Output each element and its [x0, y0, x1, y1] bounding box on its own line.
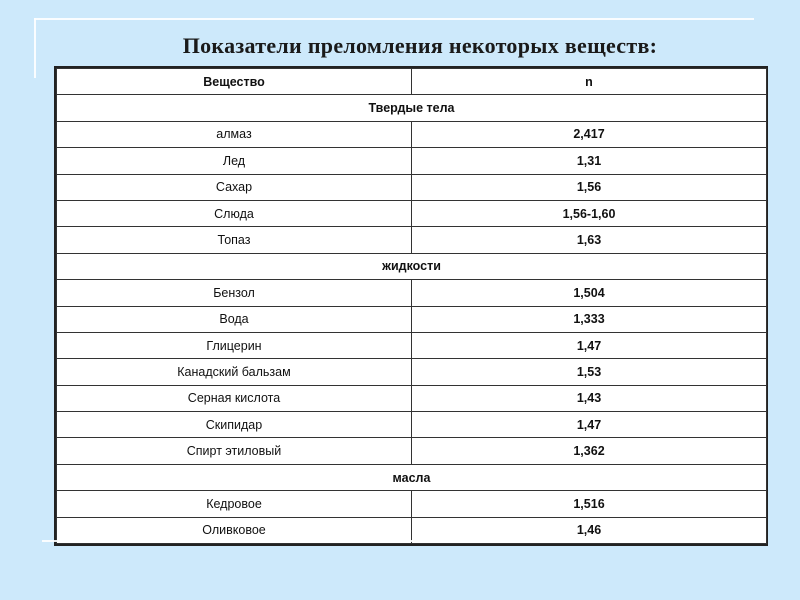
section-row: [57, 464, 767, 490]
refraction-table-body: [57, 69, 767, 544]
refraction-table: [56, 68, 767, 544]
substance-cell: Спирт этиловый: [57, 438, 412, 464]
substance-cell: Оливковое: [57, 517, 412, 543]
table-row: [57, 280, 767, 306]
table-row: [57, 385, 767, 411]
substance-cell: Лед: [57, 148, 412, 174]
table-row: [57, 491, 767, 517]
substance-cell: Глицерин: [57, 332, 412, 358]
table-row: [57, 306, 767, 332]
table-row: [57, 121, 767, 147]
section-label: Твердые тела: [57, 95, 767, 121]
refractive-index-cell: 1,362: [412, 438, 767, 464]
refractive-index-cell: 1,43: [412, 385, 767, 411]
table-row: [57, 332, 767, 358]
substance-cell: Топаз: [57, 227, 412, 253]
substance-cell: Бензол: [57, 280, 412, 306]
substance-cell: алмаз: [57, 121, 412, 147]
substance-cell: Серная кислота: [57, 385, 412, 411]
refractive-index-cell: 2,417: [412, 121, 767, 147]
refractive-index-cell: 1,31: [412, 148, 767, 174]
table-row: [57, 359, 767, 385]
refractive-index-cell: 1,56: [412, 174, 767, 200]
substance-cell: Канадский бальзам: [57, 359, 412, 385]
refractive-index-cell: 1,47: [412, 332, 767, 358]
decorative-bottom-line: [42, 540, 758, 542]
substance-cell: Сахар: [57, 174, 412, 200]
slide-title: Показатели преломления некоторых веществ:: [182, 33, 658, 58]
section-label: жидкости: [57, 253, 767, 279]
table-row: [57, 174, 767, 200]
refractive-index-cell: 1,63: [412, 227, 767, 253]
refractive-index-cell: 1,504: [412, 280, 767, 306]
table-row: [57, 412, 767, 438]
refractive-index-cell: 1,46: [412, 517, 767, 543]
section-row: [57, 253, 767, 279]
substance-cell: Скипидар: [57, 412, 412, 438]
header-substance: Вещество: [57, 69, 412, 95]
table-row: [57, 227, 767, 253]
table-row: [57, 438, 767, 464]
table-row: [57, 200, 767, 226]
substance-cell: Слюда: [57, 200, 412, 226]
substance-cell: Вода: [57, 306, 412, 332]
section-row: [57, 95, 767, 121]
section-label: масла: [57, 464, 767, 490]
refractive-index-cell: 1,47: [412, 412, 767, 438]
refraction-table-container: [54, 66, 768, 546]
refractive-index-cell: 1,333: [412, 306, 767, 332]
table-row: [57, 148, 767, 174]
header-n: n: [412, 69, 767, 95]
table-header-row: [57, 69, 767, 95]
substance-cell: Кедровое: [57, 491, 412, 517]
refractive-index-cell: 1,56-1,60: [412, 200, 767, 226]
decorative-top-line: [34, 18, 754, 20]
refractive-index-cell: 1,516: [412, 491, 767, 517]
refractive-index-cell: 1,53: [412, 359, 767, 385]
